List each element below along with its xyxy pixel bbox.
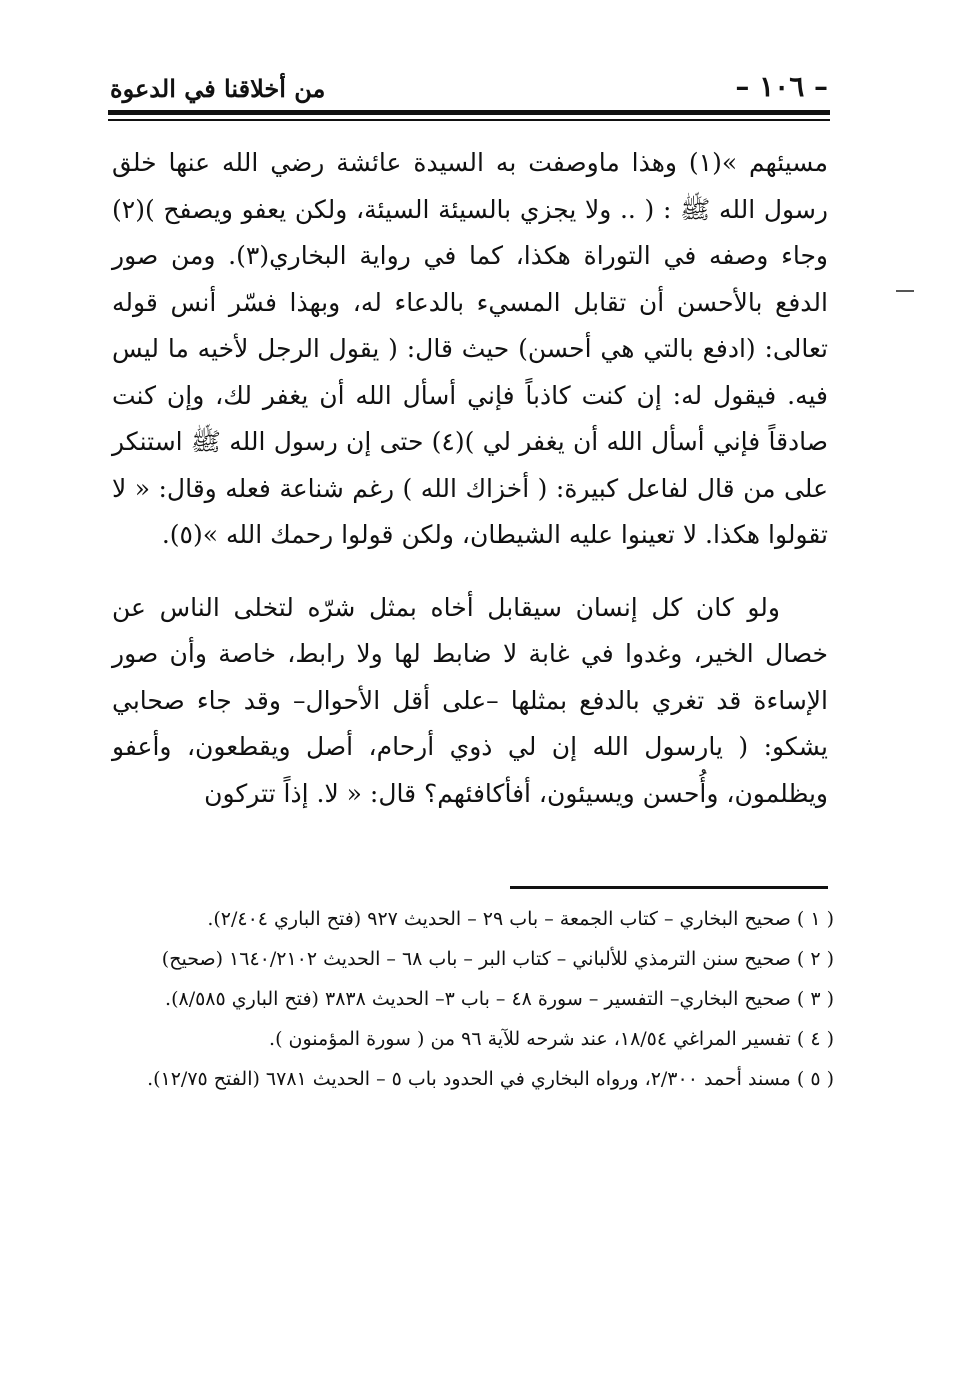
paragraph-1: مسيئهم »(١) وهذا ماوصفت به السيدة عائشة رضي الله عنها خلق رسول الله ﷺ : ( .. ولا يجزي بالسيئة السيئة، ولكن يعفو ويصفح )(٢) وجاء وصفه في التوراة هكذا، كما في رواية البخاري(٣). ومن صور الدفع بالأحسن أن تقابل المسيء بالدعاء له، وبهذا فسّر أنس قوله تعالى: (ادفع بالتي هي أحسن) حيث قال: ( يقول الرجل لأخيه ما ليس فيه. فيقول له: إن كنت كاذباً فإني أسأل الله أن يغفر لك، وإن كنت صادقاً فإني أسأل الله أن يغفر لي )(٤) حتى إن رسول الله ﷺ استنكر على من قال لفاعل كبيرة: ( أخزاك الله ) رغم شناعة فعله وقال: « لا تقولوا هكذا. لا تعينوا عليه الشيطان، ولكن قولوا رحمك الله »(٥). xyxy=(112,148,829,549)
main-text xyxy=(112,140,828,817)
header-rule-thin xyxy=(108,119,830,121)
margin-mark xyxy=(896,290,914,292)
page-header xyxy=(110,68,828,108)
footnote-separator xyxy=(510,886,828,889)
header-rule-thick xyxy=(108,110,830,115)
footnotes xyxy=(112,902,834,1102)
running-title: من أخلاقنا في الدعوة xyxy=(110,74,326,103)
footnote-3: ( ٣ ) صحيح البخاري– التفسير – سورة ٤٨ – باب ٣– الحديث ٣٨٣٨ (فتح الباري ٨/٥٨٥). xyxy=(165,988,834,1010)
footnote-4: ( ٤ ) تفسير المراغي ١٨/٥٤، عند شرحه للآية ٩٦ من ( سورة المؤمنون ). xyxy=(269,1028,834,1050)
page-number: – ١٠٦ – xyxy=(735,70,828,103)
footnote-2: ( ٢ ) صحيح سنن الترمذي للألباني – كتاب البر – باب ٦٨ – الحديث ١٦٤٠/٢١٠٢ (صحيح) xyxy=(161,948,834,970)
paragraph-2: ولو كان كل إنسان سيقابل أخاه بمثل شرّه لتخلى الناس عن خصال الخير، وغدوا في غابة لا ضابط لها ولا رابط، خاصة وأن صور الإساءة قد تغري بالدفع بمثلها –على أقل الأحوال– وقد جاء صحابي يشكو: ( يارسول الله إن لي ذوي أرحام، أصل ويقطعون، وأعفو ويظلمون، وأُحسن ويسيئون، أفأكافئهم؟ قال: « لا. إذاً تتركون xyxy=(112,592,828,808)
footnote-1: ( ١ ) صحيح البخاري – كتاب الجمعة – باب ٢٩ – الحديث ٩٢٧ (فتح الباري ٢/٤٠٤). xyxy=(207,908,834,930)
footnote-5: ( ٥ ) مسند أحمد ٢/٣٠٠، ورواه البخاري في الحدود باب ٥ – الحديث ٦٧٨١ (الفتح ١٢/٧٥). xyxy=(147,1068,834,1090)
